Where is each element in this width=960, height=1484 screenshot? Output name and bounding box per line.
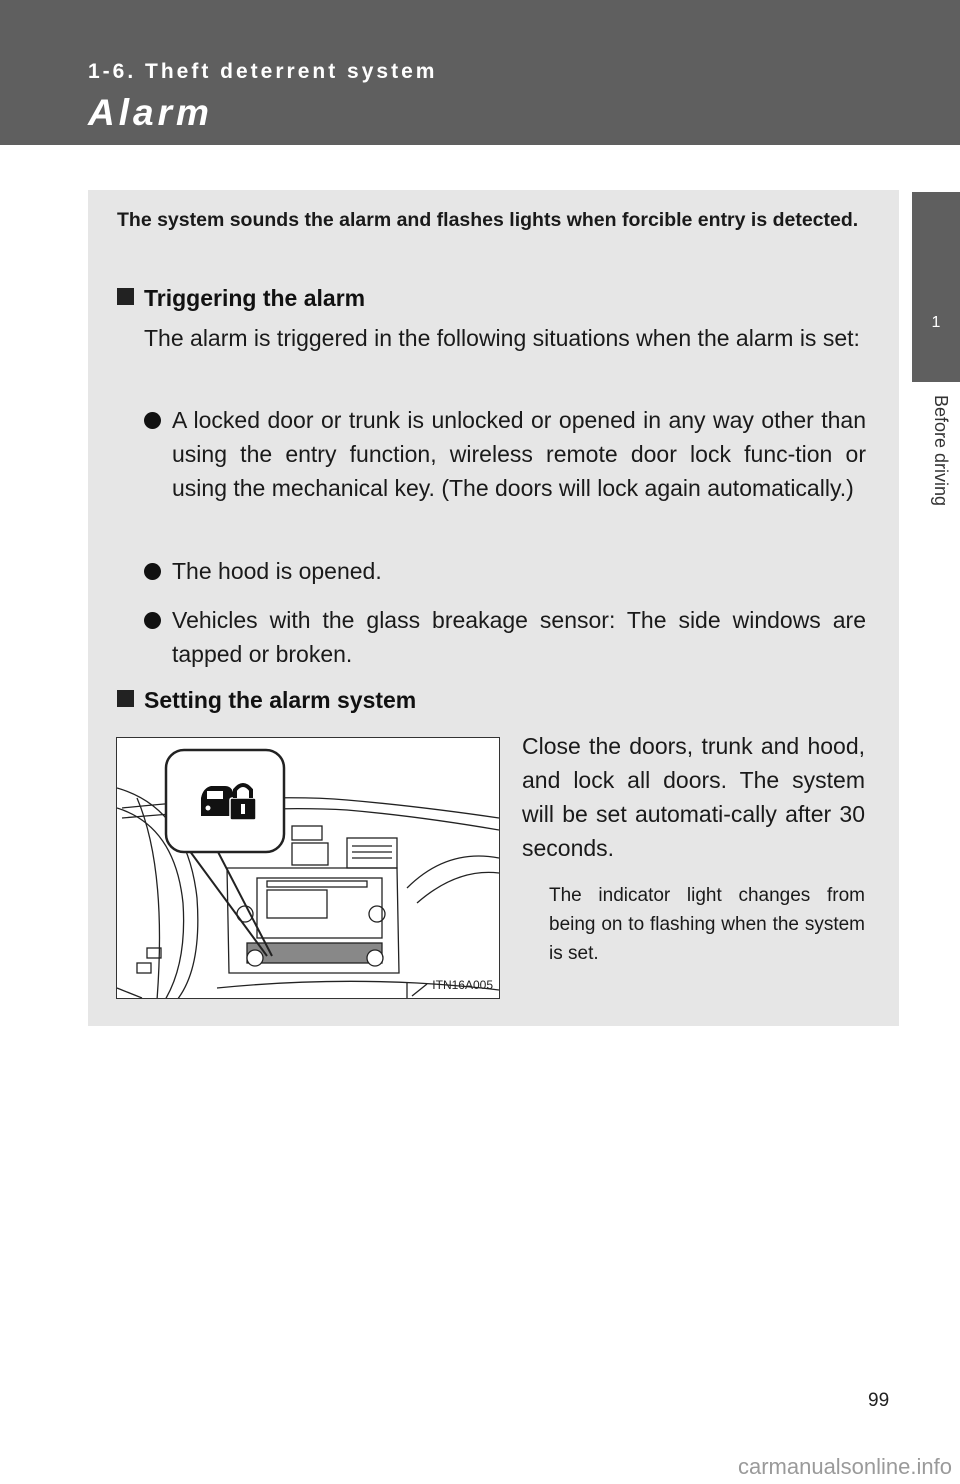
triggering-heading-text: Triggering the alarm (144, 285, 366, 311)
figure-code: ITN16A005 (432, 978, 493, 992)
dashboard-drawing (117, 738, 499, 998)
page-number: 99 (868, 1390, 890, 1411)
chapter-label-text: Before driving (931, 395, 951, 507)
page-title: Alarm (88, 92, 213, 133)
triggering-heading (117, 285, 365, 312)
setting-note: The indicator light changes from being on to flashing when the system is set. (549, 885, 865, 964)
watermark: carmanualsonline.info (737, 1454, 952, 1479)
list-item-text: The hood is opened. (172, 558, 382, 584)
triggering-description: The alarm is triggered in the following situations when the alarm is set: (144, 325, 860, 351)
list-item (144, 603, 866, 671)
bullet-dot-icon (144, 563, 161, 580)
bullet-dot-icon (144, 412, 161, 429)
list-item (144, 403, 866, 505)
dashboard-illustration (116, 737, 500, 999)
chapter-label (918, 395, 958, 545)
section-label: 1-6. Theft deterrent system (88, 60, 438, 83)
page-header (0, 0, 960, 145)
list-item-text: A locked door or trunk is unlocked or opened in any way other than using the entry function, wireless remote door lock func-tion or using the mechanical key. (The doors will lock again automatically.) (172, 407, 866, 501)
chapter-number: 1 (931, 314, 941, 331)
square-bullet-icon (117, 690, 134, 707)
chapter-tab (912, 192, 960, 382)
intro-text: The system sounds the alarm and flashes lights when forcible entry is detected. (117, 209, 859, 231)
list-item (144, 554, 866, 588)
bullet-dot-icon (144, 612, 161, 629)
setting-heading (117, 687, 416, 714)
list-item-text: Vehicles with the glass breakage sensor: The side windows are tapped or broken. (172, 607, 866, 667)
setting-heading-text: Setting the alarm system (144, 687, 417, 713)
setting-instruction: Close the doors, trunk and hood, and lock all doors. The system will be set automati-cally after 30 seconds. (522, 733, 865, 861)
square-bullet-icon (117, 288, 134, 305)
